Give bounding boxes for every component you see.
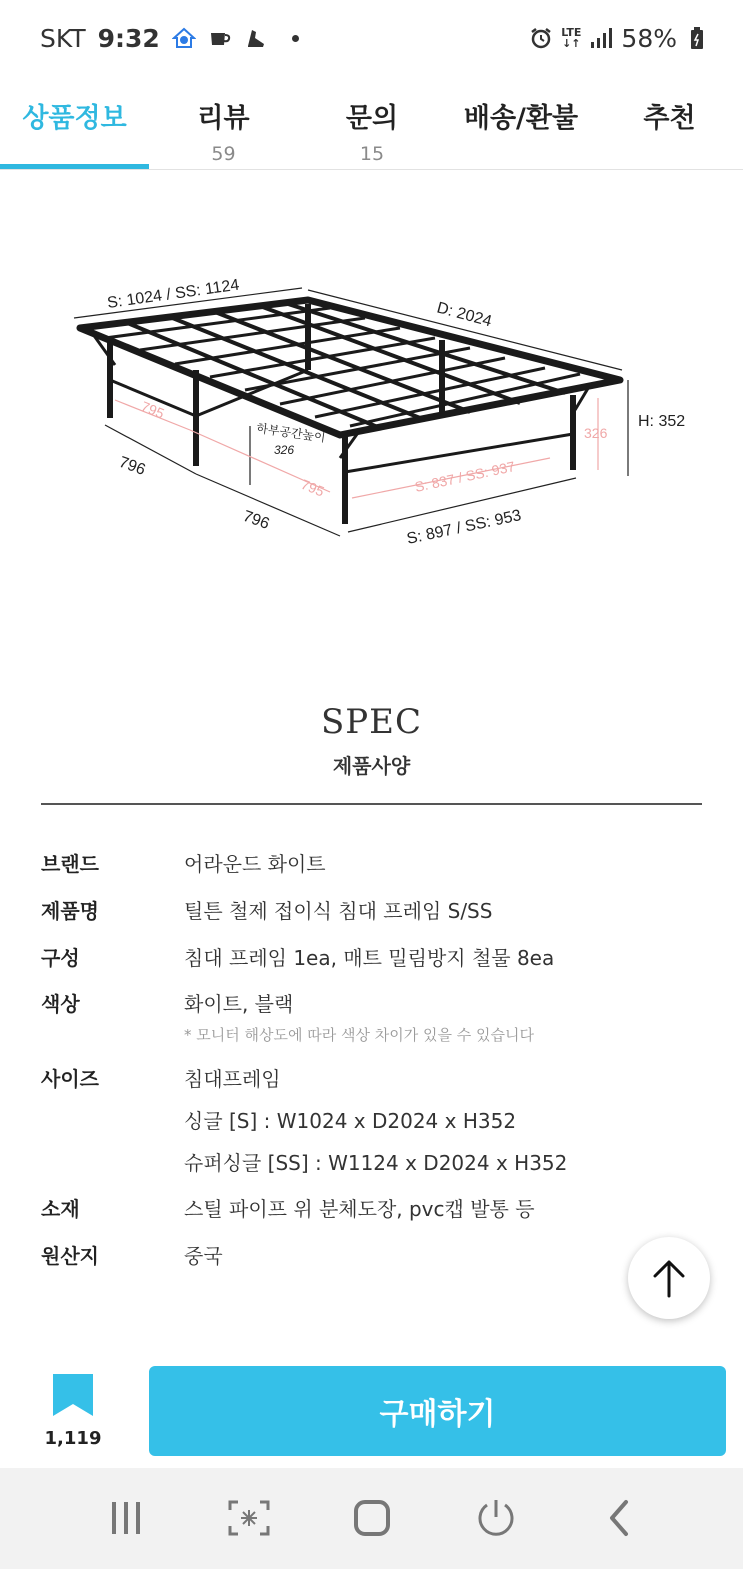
depth-label: D: 2024 <box>434 299 494 331</box>
status-bar-right <box>529 20 709 56</box>
under-height-label: 하부공간높이 <box>255 421 327 445</box>
tab-count: 15 <box>359 143 385 165</box>
spec-size-super-single: 슈퍼싱글 [SS] : W1124 x D2024 x H352 <box>184 1151 568 1175</box>
leg-spacing-label-2: 796 <box>240 507 272 533</box>
width-label: S: 1024 / SS: 1124 <box>106 276 241 312</box>
bed-frame-diagram <box>30 230 710 570</box>
spec-divider <box>41 803 702 805</box>
lte-icon: LTE ↓↑ <box>561 26 582 50</box>
under-height-value: 326 <box>274 443 295 457</box>
bookmark-button[interactable] <box>40 1368 106 1458</box>
tab-label: 추천 <box>643 103 696 134</box>
carrier-label: SKT <box>40 23 86 53</box>
spec-key: 사이즈 <box>41 1067 99 1091</box>
tab-product-info[interactable] <box>0 76 149 170</box>
spec-key: 색상 <box>41 992 80 1016</box>
capture-button[interactable] <box>219 1490 279 1546</box>
power-icon <box>475 1497 517 1539</box>
inner-height-label: 326 <box>584 425 608 441</box>
spec-key: 원산지 <box>41 1244 99 1268</box>
status-bar <box>0 0 743 76</box>
home-button[interactable] <box>342 1490 402 1546</box>
home-icon <box>352 1498 392 1538</box>
tab-inquiries[interactable] <box>298 76 446 170</box>
active-tab-indicator <box>0 164 149 169</box>
network-type: LTE <box>561 26 582 39</box>
tab-label: 리뷰 <box>197 103 250 134</box>
battery-icon <box>685 26 709 50</box>
shoe-icon <box>244 26 268 50</box>
bookmark-count: 1,119 <box>44 1428 102 1449</box>
status-bar-left <box>40 20 299 56</box>
recent-apps-button[interactable] <box>96 1490 156 1546</box>
spec-key: 소재 <box>41 1197 80 1221</box>
spec-value: 침대프레임 <box>184 1067 281 1091</box>
inner-spacing-label-2: 795 <box>298 475 327 500</box>
spec-key: 구성 <box>41 946 80 970</box>
outer-width-label: S: 897 / SS: 953 <box>405 507 523 548</box>
alarm-icon <box>529 26 553 50</box>
spec-value: 화이트, 블랙 <box>184 992 294 1016</box>
spec-value: 중국 <box>184 1244 223 1268</box>
back-button[interactable] <box>589 1490 649 1546</box>
tab-shipping-refund[interactable] <box>446 76 596 170</box>
battery-percent: 58% <box>621 23 677 53</box>
notification-dot <box>292 35 299 42</box>
height-label: H: 352 <box>638 413 686 430</box>
tab-reviews[interactable] <box>149 76 298 170</box>
spec-subtitle: 제품사양 <box>332 754 411 778</box>
clock: 9:32 <box>97 23 160 53</box>
spec-title: SPEC <box>320 702 422 742</box>
home-shield-icon <box>172 26 196 50</box>
spec-value: 침대 프레임 1ea, 매트 밀림방지 철물 8ea <box>184 946 555 970</box>
spec-value: 스틸 파이프 위 분체도장, pvc캡 발통 등 <box>184 1197 535 1221</box>
inner-spacing-label-1: 795 <box>138 397 167 422</box>
coffee-cup-icon <box>208 26 232 50</box>
back-chevron-icon <box>604 1498 634 1538</box>
spec-key: 브랜드 <box>41 852 99 876</box>
bottom-action-bar <box>0 1350 743 1468</box>
tab-count: 59 <box>211 143 236 165</box>
spec-size-single: 싱글 [S] : W1024 x D2024 x H352 <box>184 1109 517 1133</box>
scroll-to-top-button[interactable] <box>628 1237 710 1319</box>
inner-width-label: S: 837 / SS: 937 <box>413 458 517 495</box>
recent-apps-icon <box>106 1498 146 1538</box>
product-tabs <box>0 76 743 170</box>
buy-button[interactable] <box>149 1366 726 1456</box>
spec-value: 틸튼 철제 접이식 침대 프레임 S/SS <box>184 899 493 923</box>
spec-value: 어라운드 화이트 <box>184 852 326 876</box>
signal-icon <box>589 26 613 50</box>
tab-label: 배송/환불 <box>463 103 579 134</box>
tab-recommend[interactable] <box>596 76 743 170</box>
arrow-up-icon <box>651 1258 687 1298</box>
power-button[interactable] <box>466 1490 526 1546</box>
spec-note: * 모니터 해상도에 따라 색상 차이가 있을 수 있습니다 <box>184 1026 534 1044</box>
spec-key: 제품명 <box>41 899 99 923</box>
system-nav-bar <box>0 1468 743 1569</box>
leg-spacing-label-1: 796 <box>116 453 148 479</box>
tab-label: 문의 <box>345 103 399 134</box>
tab-label: 상품정보 <box>22 103 127 134</box>
buy-button-label: 구매하기 <box>379 1397 496 1432</box>
screen-capture-icon <box>228 1500 270 1536</box>
bookmark-icon <box>51 1372 95 1418</box>
